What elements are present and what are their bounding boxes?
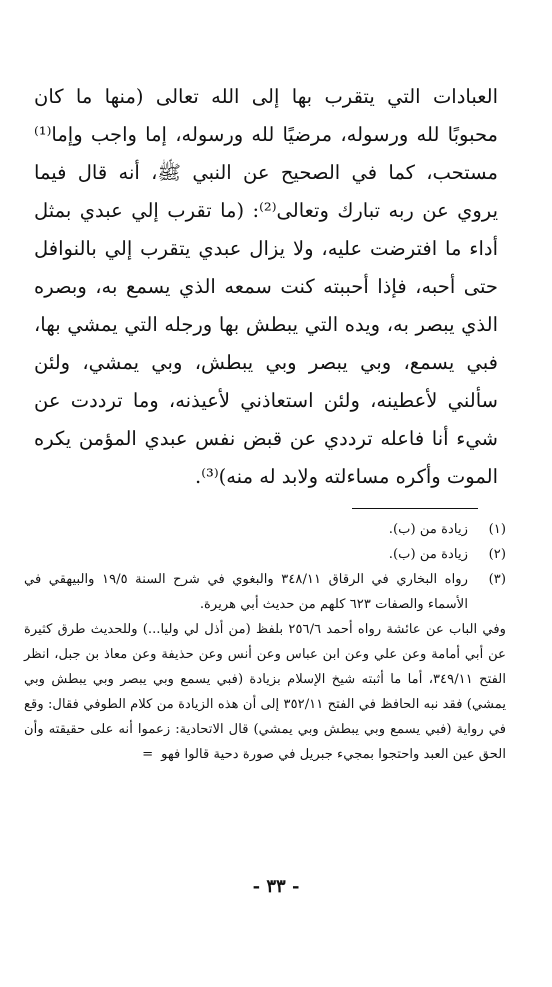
footnote-number: (٣)	[488, 572, 506, 587]
continuation-mark: =	[142, 747, 154, 762]
footnote-continuation-text: وفي الباب عن عائشة رواه أحمد ٢٥٦/٦ بلفظ (من أذل لي وليا...) وللحديث طرق كثيرة عن أبي أمامة وعن علي وعن ابن عباس وعن أنس وعن حذيفة وعن معاذ بن جبل، انظر الفتح ٣٤٩/١١، أما ما أثبته شيخ الإسلام بزيادة (فبي يسمع وبي يبصر وبي يبطش وبي يمشي) فقد نبه الحافظ في الفتح ٣٥٢/١١ إلى أن هذه الزيادة من كلام الطوفي فقال: وقع في رواية (فبي يسمع وبي يبطش وبي يمشي) قال الاتحادية: زعموا أنه على حقيقته وأن الحق عين العبد واحتجوا بمجيء جبريل في صورة دحية قالوا فهو	[24, 622, 507, 762]
footnote-text: زيادة من (ب).	[388, 522, 468, 537]
footnote-text: رواه البخاري في الرقاق ٣٤٨/١١ والبغوي في شرح السنة ١٩/٥ والبيهقي في الأسماء والصفات ٦٢٣ كلهم من حديث أبي هريرة.	[24, 572, 468, 612]
main-text-block	[34, 78, 498, 496]
footnotes-section	[24, 517, 506, 767]
footnote-text: زيادة من (ب).	[388, 547, 468, 562]
footnote-number: (١)	[488, 522, 506, 537]
footnote-divider	[352, 508, 478, 509]
footnote-3	[24, 567, 506, 617]
main-paragraph: العبادات التي يتقرب بها إلى الله تعالى (منها ما كان محبوبًا لله ورسوله، مرضيًا لله ورسوله، إما واجب وإما⁽¹⁾ مستحب، كما في الصحيح عن النبي ﷺ، أنه قال فيما يروي عن ربه تبارك وتعالى⁽²⁾: (ما تقرب إلي عبدي بمثل أداء ما افترضت عليه، ولا يزال عبدي يتقرب إلي بالنوافل حتى أحبه، فإذا أحببته كنت سمعه الذي يسمع به، وبصره الذي يبصر به، ويده التي يبطش بها ورجله التي يمشي بها، فبي يسمع، وبي يبصر وبي يبطش، وبي يمشي، ولئن سألني لأعطينه، ولئن استعاذني لأعيذنه، وما ترددت عن شيء أنا فاعله ترددي عن قبض نفس عبدي المؤمن يكره الموت وأكره مساءلته ولابد له منه)⁽³⁾.	[34, 85, 499, 488]
footnote-1	[24, 517, 506, 542]
footnote-number: (٢)	[488, 547, 506, 562]
page-number: - ٣٣ -	[252, 876, 300, 897]
footnote-continuation	[24, 617, 506, 767]
footnote-2	[24, 542, 506, 567]
